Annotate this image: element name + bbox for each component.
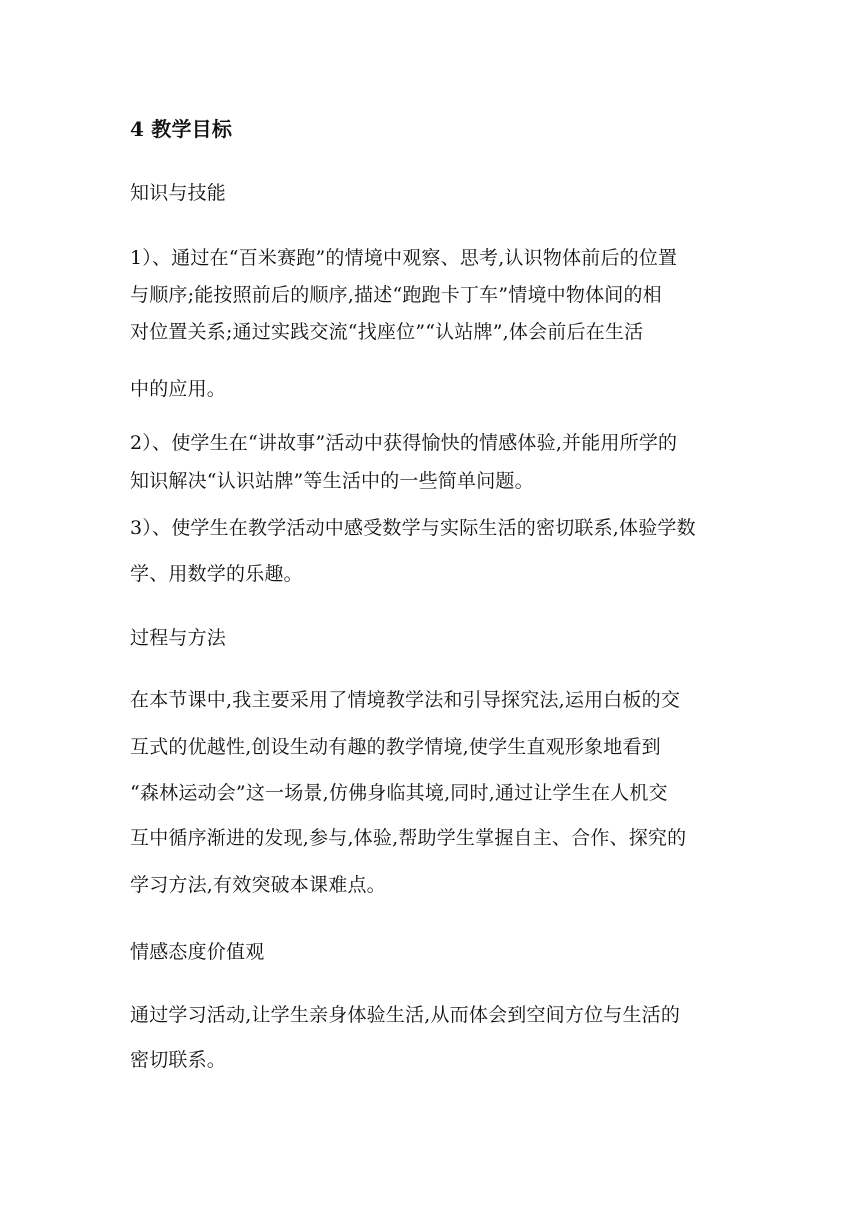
paragraph-line: 2）、使学生在“讲故事”活动中获得愉快的情感体验,并能用所学的 [130,432,678,454]
paragraph-line: “森林运动会”这一场景,仿佛身临其境,同时,通过让学生在人机交 [130,782,668,804]
paragraph-line: 互式的优越性,创设生动有趣的教学情境,使学生直观形象地看到 [130,736,661,758]
paragraph-line: 与顺序;能按照前后的顺序,描述“跑跑卡丁车”情境中物体间的相 [130,284,662,306]
paragraph-line: 对位置关系;通过实践交流“找座位”“认站牌”,体会前后在生活 [130,321,644,343]
subsection-title-process-methods: 过程与方法 [130,627,227,649]
paragraph-line: 知识解决“认识站牌”等生活中的一些简单问题。 [130,470,534,492]
paragraph-line: 3）、使学生在教学活动中感受数学与实际生活的密切联系,体验学数 [130,517,696,539]
paragraph-line: 在本节课中,我主要采用了情境教学法和引导探究法,运用白板的交 [130,689,681,711]
paragraph-line: 通过学习活动,让学生亲身体验生活,从而体会到空间方位与生活的 [130,1004,681,1026]
paragraph-line: 互中循序渐进的发现,参与,体验,帮助学生掌握自主、合作、探究的 [130,827,687,849]
section-heading: 4 教学目标 [130,117,233,141]
subsection-title-attitudes-values: 情感态度价值观 [130,941,265,963]
subsection-title-knowledge-skills: 知识与技能 [130,182,227,204]
paragraph-line: 学习方法,有效突破本课难点。 [130,874,386,896]
paragraph-line: 中的应用。 [130,378,227,400]
paragraph-line: 1）、通过在“百米赛跑”的情境中观察、思考,认识物体前后的位置 [130,247,678,269]
paragraph-line: 密切联系。 [130,1049,227,1071]
paragraph-line: 学、用数学的乐趣。 [130,563,303,585]
